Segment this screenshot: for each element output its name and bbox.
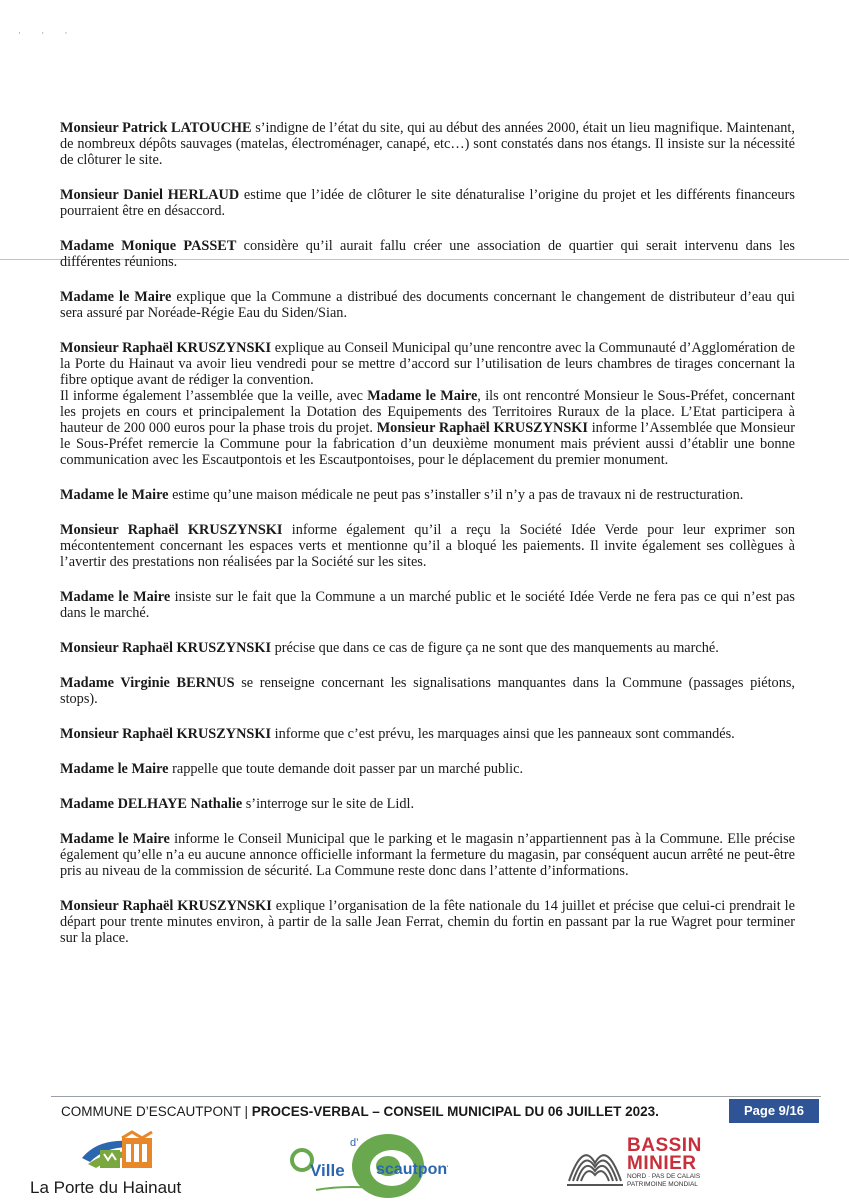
bassin-minier-emblem-icon (565, 1135, 625, 1191)
paragraph-text: informe également qu’il a reçu la Société Idée Verde pour leur exprimer son mécontentement concernant les espaces verts et mentionne qu’il a bloqué les paiements. Il invite également ses collègues à l’avertir des prestations non réalisées par la Société sur les sites. (60, 522, 795, 570)
speaker-name: Madame le Maire (60, 589, 171, 605)
paragraph-text: informe l’Assemblée que Monsieur le Sous-Préfet remercie la Commune pour la fabrication d’un deuxième monument mais prévient aussi d’établir une bonne communication avec les Escautpontois et les Escautpontoises, pour le déplacement du premier monument. (60, 420, 795, 468)
speaker-name: Monsieur Raphaël KRUSZYNSKI (376, 420, 588, 436)
escaut-ville-text: Ville (310, 1161, 345, 1180)
bassin-heritage: PATRIMOINE MONDIAL (627, 1181, 698, 1188)
porte-du-hainaut-logo (30, 1128, 210, 1196)
footer-commune: COMMUNE D’ESCAUTPONT | (61, 1104, 252, 1119)
hainaut-name: La Porte du Hainaut (30, 1178, 182, 1197)
escaut-name-text: scautpont (376, 1161, 448, 1178)
paragraph (60, 238, 795, 270)
speaker-name: Monsieur Patrick LATOUCHE (60, 120, 252, 136)
speaker-name: Monsieur Raphaël KRUSZYNSKI (60, 340, 272, 356)
speaker-name: Madame Virginie BERNUS (60, 675, 235, 691)
footer-caption (61, 1104, 659, 1119)
paragraph-text: explique l’organisation de la fête nationale du 14 juillet et précise que celui-ci prendrait le départ pour trente minutes environ, à partir de la salle Jean Ferrat, chemin du fortin en passant par la rue Wagret pour terminer sur la place. (60, 898, 796, 946)
paragraph-text: estime qu’une maison médicale ne peut pas s’installer s’il n’y a pas de travaux ni de restructuration. (168, 487, 744, 503)
paragraph-text: s’interroge sur le site de Lidl. (242, 796, 415, 812)
paragraph (60, 120, 795, 168)
page-footer (51, 1096, 821, 1127)
scan-specks: · · · (18, 28, 77, 38)
bassin-word: BASSIN (627, 1135, 702, 1156)
speaker-name: Madame le Maire (60, 761, 169, 777)
paragraph (60, 589, 795, 621)
paragraph (60, 187, 795, 219)
speaker-name: Madame le Maire (60, 487, 169, 503)
bassin-region: NORD · PAS DE CALAIS (627, 1173, 701, 1180)
minier-word: MINIER (627, 1153, 697, 1174)
paragraph-text: Il informe également l’assemblée que la veille, avec (60, 388, 368, 404)
paragraph (60, 796, 795, 812)
paragraph-text: estime que l’idée de clôturer le site dénaturalise l’origine du projet et les différents financeurs pourraient être en désaccord. (60, 187, 795, 219)
speaker-name: Madame le Maire (367, 388, 478, 404)
speaker-name: Monsieur Raphaël KRUSZYNSKI (60, 640, 272, 656)
escautpont-emblem (288, 1130, 448, 1198)
paragraph (60, 726, 795, 742)
paragraph (60, 340, 795, 468)
speaker-name: Monsieur Daniel HERLAUD (60, 187, 240, 203)
paragraph-text: se renseigne concernant les signalisations manquantes dans la Commune (passages piétons, stops). (60, 675, 795, 707)
bassin-minier-logo (565, 1135, 715, 1197)
footer-title: PROCES-VERBAL – CONSEIL MUNICIPAL DU 06 JUILLET 2023. (251, 1104, 659, 1119)
paragraph (60, 675, 795, 707)
paragraph-text: s’indigne de l’état du site, qui au début des années 2000, était un lieu magnifique. Maintenant, de nombreux dépôts sauvages (matelas, électroménager, canapé, etc…) sont constatés dans nos étangs. Il insiste sur la nécessité de clôturer le site. (60, 120, 795, 168)
paragraph (60, 289, 795, 321)
paragraph-text: informe le Conseil Municipal que le parking et le magasin n’appartiennent pas à la Commune. Elle précise également qu’elle n’a eu aucune annonce officielle informant la fermeture du magasin, par conséquent aucun arrêté ne peut-être pris au niveau de la commission de sécurité. La Commune reste donc dans l’attente d’informations. (60, 831, 795, 879)
hainaut-emblem-icon (30, 1128, 170, 1176)
paragraph (60, 487, 795, 503)
paragraph-text: explique au Conseil Municipal qu’une rencontre avec la Communauté d’Agglomération de la Porte du Hainaut va avoir lieu vendredi pour se mettre d’accord sur l’utilisation de leurs chambres de tirages concernant la fibre optique avant de rédiger la convention. (60, 340, 795, 388)
page-number-badge: Page 9/16 (729, 1099, 819, 1123)
paragraph (60, 640, 795, 656)
speaker-name: Monsieur Raphaël KRUSZYNSKI (60, 726, 272, 742)
paragraph-text: rappelle que toute demande doit passer par un marché public. (168, 761, 524, 777)
speaker-name: Monsieur Raphaël KRUSZYNSKI (60, 522, 283, 538)
minutes-body (60, 120, 795, 965)
paragraph-text: précise que dans ce cas de figure ça ne sont que des manquements au marché. (271, 640, 719, 656)
speaker-name: Monsieur Raphaël KRUSZYNSKI (60, 898, 272, 914)
speaker-name: Madame le Maire (60, 831, 170, 847)
paragraph-text: , ils ont rencontré Monsieur le Sous-Préfet, concernant les projets en cours et principalement la Dotation des Equipements des Territoires Ruraux de la place. L’Etat participera à hauteur de 200 000 euros pour la phase trois du projet. (60, 388, 795, 436)
paragraph (60, 522, 795, 570)
escaut-d-text: d’ (350, 1137, 359, 1149)
paragraph (60, 761, 795, 777)
speaker-name: Madame Monique PASSET (60, 238, 237, 254)
paragraph-text: insiste sur le fait que la Commune a un marché public et le société Idée Verde ne fera pas ce qui n’est pas dans le marché. (60, 589, 795, 621)
paragraph-text: considère qu’il aurait fallu créer une association de quartier qui serait intervenu dans les différentes réunions. (60, 238, 795, 270)
paragraph-text: explique que la Commune a distribué des documents concernant le changement de distributeur d’eau qui sera assuré par Noréade-Régie Eau du Siden/Sian. (60, 289, 795, 321)
speaker-name: Madame DELHAYE Nathalie (60, 796, 243, 812)
paragraph (60, 898, 795, 946)
paragraph-text: informe que c’est prévu, les marquages ainsi que les panneaux sont commandés. (271, 726, 735, 742)
bassin-minier-text (627, 1137, 702, 1189)
paragraph (60, 831, 795, 879)
speaker-name: Madame le Maire (60, 289, 172, 305)
escautpont-logo (288, 1130, 448, 1198)
